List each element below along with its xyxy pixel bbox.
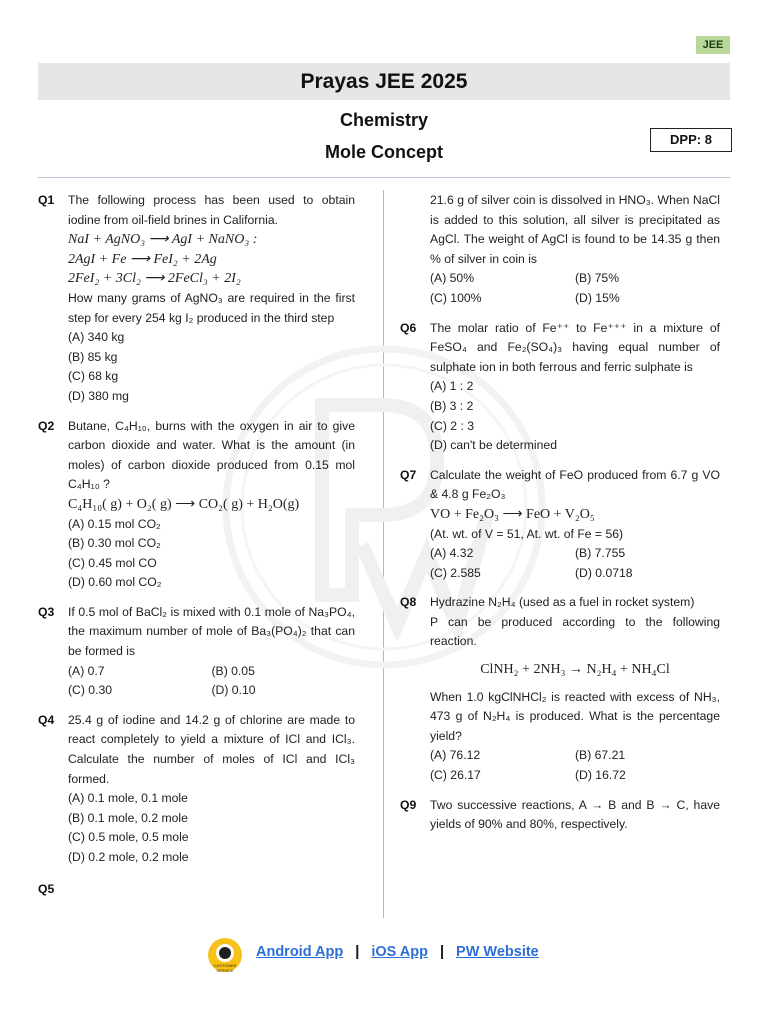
option-a[interactable]: (A) 76.12 — [430, 748, 481, 763]
question-q1 — [38, 191, 355, 407]
option-b[interactable]: (B) 67.21 — [575, 748, 626, 763]
question-text: Hydrazine N₂H₄ (used as a fuel in rocket system) — [430, 595, 695, 610]
subject-heading: Chemistry — [339, 110, 429, 130]
question-number: Q2 — [38, 418, 55, 433]
question-q5-continued — [400, 191, 720, 309]
question-q5 — [38, 880, 355, 900]
option-b[interactable]: (B) 85 kg — [68, 349, 118, 364]
option-b[interactable]: (B) 0.05 — [211, 663, 255, 678]
link-separator: | — [439, 944, 445, 960]
footer-links — [256, 944, 539, 960]
equation: 2FeI₂ + 3Cl₂ ⟶ 2FeCl₃ + 2I₂ — [68, 271, 241, 287]
topic-heading: Mole Concept — [324, 142, 443, 162]
question-prompt: When 1.0 kgClNHCl₂ is reacted with excess of NH₃, 473 g of N₂H₄ is produced. What is the percentage yield? — [430, 689, 720, 743]
question-text: 25.4 g of iodine and 14.2 g of chlorine are made to react completely to yield a mixture of ICl and ICl₃. Calculate the number of moles of ICl and ICl₃ formed. — [68, 712, 355, 786]
android-app-link[interactable]: Android App — [256, 944, 344, 960]
options-grid — [430, 746, 720, 785]
option-b[interactable]: (B) 0.1 mole, 0.2 mole — [68, 810, 188, 825]
option-d[interactable]: (D) 0.60 mol CO₂ — [68, 575, 162, 590]
logo-label: CUSTOMER SERVICE — [213, 963, 237, 973]
question-text: Two successive reactions, A → B and B → C, have yields of 90% and 80%, respectively. — [430, 797, 720, 832]
question-q2 — [38, 417, 355, 593]
equation: C₄H₁₀( g) + O₂( g) ⟶ CO₂( g) + H₂O(g) — [68, 496, 300, 512]
option-b[interactable]: (B) 75% — [575, 271, 620, 286]
question-q8 — [400, 593, 720, 785]
header-divider — [38, 177, 730, 178]
question-text: 21.6 g of silver coin is dissolved in HNO₃. When NaCl is added to this solution, all silver is precipitated as AgCl. The weight of AgCl is found to be 14.35 g then % of silver in coin is — [430, 193, 720, 266]
option-d[interactable]: (D) 0.10 — [211, 683, 256, 698]
atomic-weight-note: (At. wt. of V = 51, At. wt. of Fe = 56) — [430, 526, 624, 541]
option-a[interactable]: (A) 0.15 mol CO₂ — [68, 516, 161, 531]
option-a[interactable]: (A) 50% — [430, 271, 475, 286]
question-text: Butane, C₄H₁₀, burns with the oxygen in air to give carbon dioxide and water. What is the amount (in moles) of carbon dioxide produced from 0.15 mol C₄H₁₀ ? — [68, 418, 355, 492]
question-text: P can be produced according to the following reaction. — [430, 614, 720, 649]
question-q4 — [38, 711, 355, 868]
question-number: Q1 — [38, 193, 55, 207]
question-number: Q3 — [38, 604, 55, 619]
question-q3 — [38, 603, 355, 701]
question-text: If 0.5 mol of BaCl₂ is mixed with 0.1 mole of Na₃PO₄, the maximum number of mole of Ba₃(PO₄)₂ that can be formed is — [68, 604, 355, 659]
question-q9 — [400, 796, 720, 835]
question-number: Q5 — [38, 881, 55, 896]
option-c[interactable]: (C) 0.5 mole, 0.5 mole — [68, 830, 189, 845]
dpp-badge: DPP: 8 — [650, 128, 732, 152]
question-number: Q6 — [400, 320, 417, 335]
option-d[interactable]: (D) can't be determined — [430, 438, 557, 453]
option-a[interactable]: (A) 4.32 — [430, 546, 474, 561]
question-q6 — [400, 319, 720, 456]
question-number: Q7 — [400, 467, 417, 482]
customer-service-logo[interactable] — [208, 938, 242, 972]
option-c[interactable]: (C) 100% — [430, 290, 482, 305]
question-number: Q9 — [400, 797, 417, 812]
question-text: The following process has been used to obtain iodine from oil-field brines in California. — [68, 193, 355, 227]
options-grid — [68, 662, 355, 701]
options-grid — [430, 269, 720, 308]
option-a[interactable]: (A) 1 : 2 — [430, 379, 474, 394]
equation: VO + Fe₂O₃ ⟶ FeO + V₂O₅ — [430, 506, 595, 522]
left-column — [38, 191, 355, 899]
question-prompt: How many grams of AgNO₃ are required in the first step for every 254 kg I₂ produced in the third step — [68, 290, 355, 325]
option-c[interactable]: (C) 26.17 — [430, 768, 481, 783]
option-a[interactable]: (A) 0.7 — [68, 663, 105, 678]
headset-icon — [219, 947, 231, 959]
option-b[interactable]: (B) 7.755 — [575, 546, 626, 561]
page-title: Prayas JEE 2025 — [38, 63, 730, 100]
equation: NaI + AgNO₃ ⟶ AgI + NaNO₃ : — [68, 232, 258, 248]
option-c[interactable]: (C) 0.30 — [68, 683, 113, 698]
link-separator: | — [355, 944, 360, 960]
option-a[interactable]: (A) 0.1 mole, 0.1 mole — [68, 791, 188, 806]
option-b[interactable]: (B) 3 : 2 — [430, 398, 474, 413]
option-d[interactable]: (D) 380 mg — [68, 388, 129, 403]
exam-tag: JEE — [696, 36, 730, 54]
right-column — [400, 191, 720, 835]
equation: 2AgI + Fe ⟶ FeI₂ + 2Ag — [68, 251, 217, 267]
question-number: Q4 — [38, 712, 55, 727]
option-d[interactable]: (D) 15% — [575, 290, 620, 305]
pw-website-link[interactable]: PW Website — [456, 944, 539, 960]
option-d[interactable]: (D) 16.72 — [575, 768, 626, 783]
question-text: The molar ratio of Fe⁺⁺ to Fe⁺⁺⁺ in a mixture of FeSO₄ and Fe₂(SO₄)₃ having equal number of sulphate ion in both ferrous and ferric sulphate is — [430, 320, 720, 374]
reaction-equation: ClNH₂ + 2NH₃ → N₂H₄ + NH₄Cl — [480, 662, 670, 678]
option-c[interactable]: (C) 2 : 3 — [430, 418, 475, 433]
question-text: Calculate the weight of FeO produced from 6.7 g VO & 4.8 g Fe₂O₃ — [430, 467, 720, 502]
question-number: Q8 — [400, 595, 417, 610]
option-a[interactable]: (A) 340 kg — [68, 330, 125, 345]
option-c[interactable]: (C) 0.45 mol CO — [68, 555, 157, 570]
ios-app-link[interactable]: iOS App — [371, 944, 428, 960]
option-b[interactable]: (B) 0.30 mol CO₂ — [68, 536, 161, 551]
option-d[interactable]: (D) 0.2 mole, 0.2 mole — [68, 850, 189, 864]
options-grid — [430, 544, 720, 583]
question-q7 — [400, 466, 720, 584]
option-c[interactable]: (C) 68 kg — [68, 369, 119, 384]
option-c[interactable]: (C) 2.585 — [430, 565, 481, 580]
option-d[interactable]: (D) 0.0718 — [575, 565, 633, 580]
